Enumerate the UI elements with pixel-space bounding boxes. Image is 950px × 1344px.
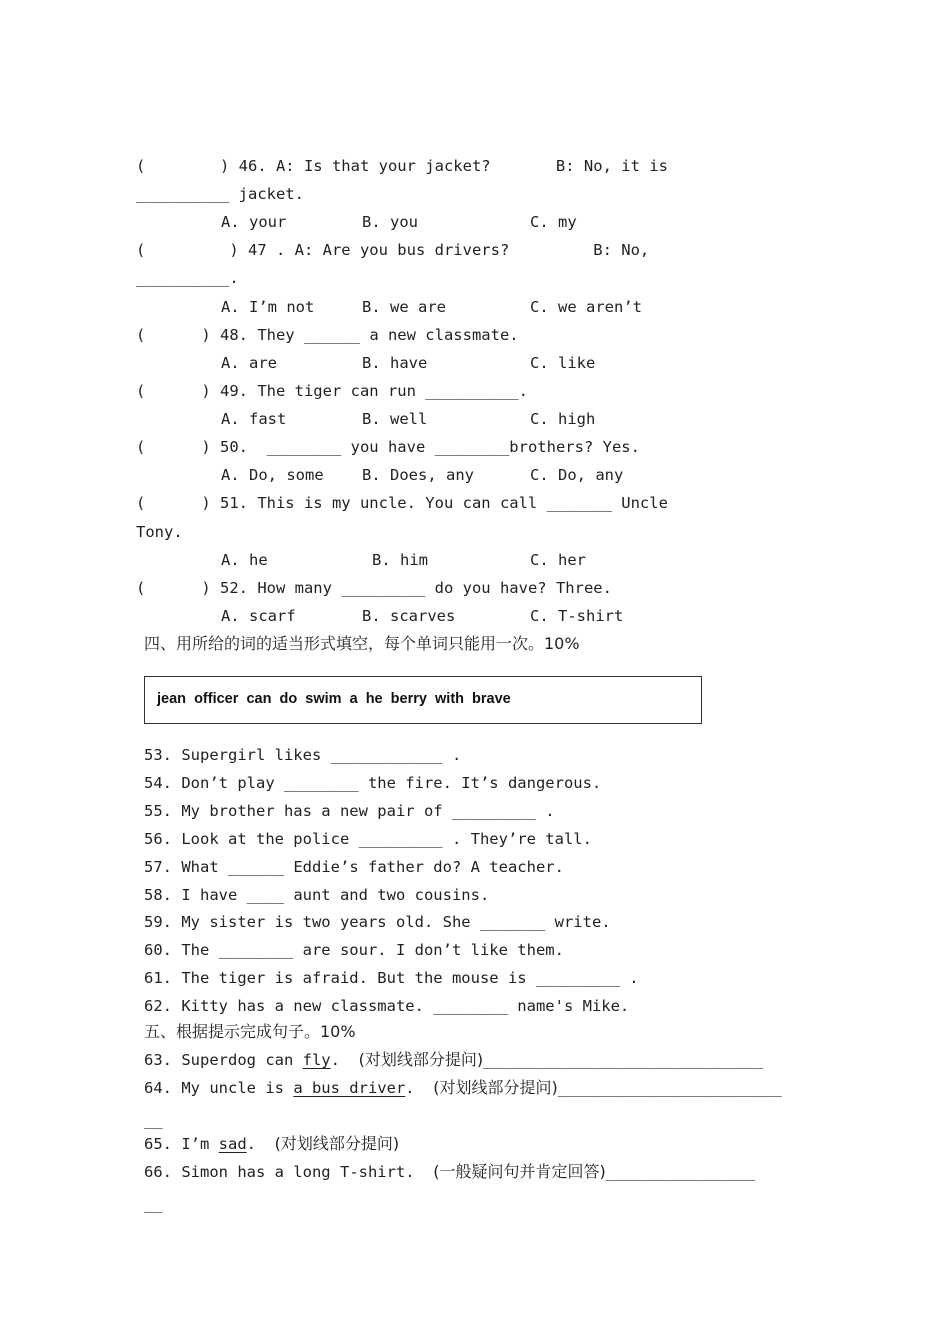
question-47-cont: __________. bbox=[136, 269, 239, 287]
question-60: 60. The ________ are sour. I don’t like them. bbox=[144, 941, 564, 959]
answer-line-cont: __ bbox=[144, 1195, 163, 1213]
word-bank: jean officer can do swim a he berry with brave bbox=[157, 691, 511, 707]
question-46-cont: __________ jacket. bbox=[136, 185, 304, 203]
option-48-c: C. like bbox=[530, 354, 596, 372]
blank: ________ bbox=[433, 997, 508, 1015]
blank: ________ bbox=[218, 941, 294, 959]
underlined-phrase: fly bbox=[302, 1051, 331, 1069]
question-51: ( ) 51. This is my uncle. You can call _______ Uncle bbox=[136, 494, 668, 512]
question-46: ( ) 46. A: Is that your jacket? B: No, it is bbox=[136, 157, 668, 175]
option-47-c: C. we aren’t bbox=[530, 298, 642, 316]
option-46-c: C. my bbox=[530, 213, 577, 231]
option-46-b: B. you bbox=[362, 213, 418, 231]
question-64: 64. My uncle is a bus driver. (对划线部分提问)________________________ bbox=[144, 1078, 782, 1097]
option-48-a: A. are bbox=[221, 354, 277, 372]
option-49-a: A. fast bbox=[221, 410, 287, 428]
question-55: 55. My brother has a new pair of _________ . bbox=[144, 802, 555, 820]
question-62: 62. Kitty has a new classmate. ________ name's Mike. bbox=[144, 997, 630, 1015]
option-50-c: C. Do, any bbox=[530, 466, 624, 484]
option-52-a: A. scarf bbox=[221, 607, 296, 625]
blank: ______ bbox=[228, 858, 284, 876]
hint: (对划线部分提问) bbox=[433, 1078, 558, 1097]
option-47-a: A. I’m not bbox=[221, 298, 315, 316]
option-50-b: B. Does, any bbox=[362, 466, 474, 484]
option-49-c: C. high bbox=[530, 410, 596, 428]
option-52-b: B. scarves bbox=[362, 607, 456, 625]
blank: _________ bbox=[535, 969, 620, 987]
hint: (对划线部分提问) bbox=[358, 1050, 484, 1069]
hint: (对划线部分提问) bbox=[274, 1134, 400, 1153]
option-51-c: C. her bbox=[530, 551, 586, 569]
question-50: ( ) 50. ________ you have ________brothers? Yes. bbox=[136, 438, 640, 456]
answer-line: ______________________________ bbox=[483, 1051, 764, 1069]
section-5-heading: 五、根据提示完成句子。10% bbox=[144, 1022, 356, 1041]
question-52: ( ) 52. How many _________ do you have? Three. bbox=[136, 579, 612, 597]
question-58: 58. I have ____ aunt and two cousins. bbox=[144, 886, 490, 904]
option-50-a: A. Do, some bbox=[221, 466, 324, 484]
blank: _______ bbox=[546, 494, 612, 512]
question-53: 53. Supergirl likes ____________ . bbox=[144, 746, 462, 764]
blank: ________ bbox=[266, 438, 342, 456]
question-47: ( ) 47 . A: Are you bus drivers? B: No, bbox=[136, 241, 650, 259]
answer-line: ________________ bbox=[605, 1163, 756, 1181]
answer-line-cont: __ bbox=[144, 1111, 163, 1129]
question-51-cont: Tony. bbox=[136, 523, 183, 541]
question-65: 65. I’m sad. (对划线部分提问) bbox=[144, 1134, 400, 1153]
question-61: 61. The tiger is afraid. But the mouse is _________ . bbox=[144, 969, 639, 987]
blank: ______ bbox=[303, 326, 360, 344]
option-51-a: A. he bbox=[221, 551, 268, 569]
option-46-a: A. your bbox=[221, 213, 287, 231]
blank: ________ bbox=[283, 774, 359, 792]
question-63: 63. Superdog can fly. (对划线部分提问)______________________________ bbox=[144, 1050, 764, 1069]
blank: _________ bbox=[451, 802, 536, 820]
blank: ________ bbox=[434, 438, 510, 456]
section-4-heading: 四、用所给的词的适当形式填空，每个单词只能用一次。10% bbox=[144, 634, 580, 653]
blank: _________ bbox=[341, 579, 426, 597]
word-bank-box bbox=[144, 676, 702, 724]
hint: (一般疑问句并肯定回答) bbox=[433, 1162, 606, 1181]
question-54: 54. Don’t play ________ the fire. It’s dangerous. bbox=[144, 774, 602, 792]
question-49: ( ) 49. The tiger can run __________. bbox=[136, 382, 528, 400]
blank: _________ bbox=[358, 830, 443, 848]
option-49-b: B. well bbox=[362, 410, 428, 428]
question-56: 56. Look at the police _________ . They’re tall. bbox=[144, 830, 592, 848]
option-47-b: B. we are bbox=[362, 298, 446, 316]
question-66: 66. Simon has a long T-shirt. (一般疑问句并肯定回答)________________ bbox=[144, 1162, 756, 1181]
blank: ____________ bbox=[330, 746, 443, 764]
blank: ____ bbox=[246, 886, 284, 904]
underlined-phrase: sad bbox=[218, 1135, 247, 1153]
question-57: 57. What ______ Eddie’s father do? A teacher. bbox=[144, 858, 564, 876]
question-59: 59. My sister is two years old. She _______ write. bbox=[144, 913, 611, 931]
option-48-b: B. have bbox=[362, 354, 428, 372]
option-52-c: C. T-shirt bbox=[530, 607, 624, 625]
blank: _______ bbox=[479, 913, 546, 931]
underlined-phrase: a bus driver bbox=[293, 1079, 406, 1097]
question-48: ( ) 48. They ______ a new classmate. bbox=[136, 326, 519, 344]
answer-line: ________________________ bbox=[557, 1079, 782, 1097]
option-51-b: B. him bbox=[372, 551, 428, 569]
